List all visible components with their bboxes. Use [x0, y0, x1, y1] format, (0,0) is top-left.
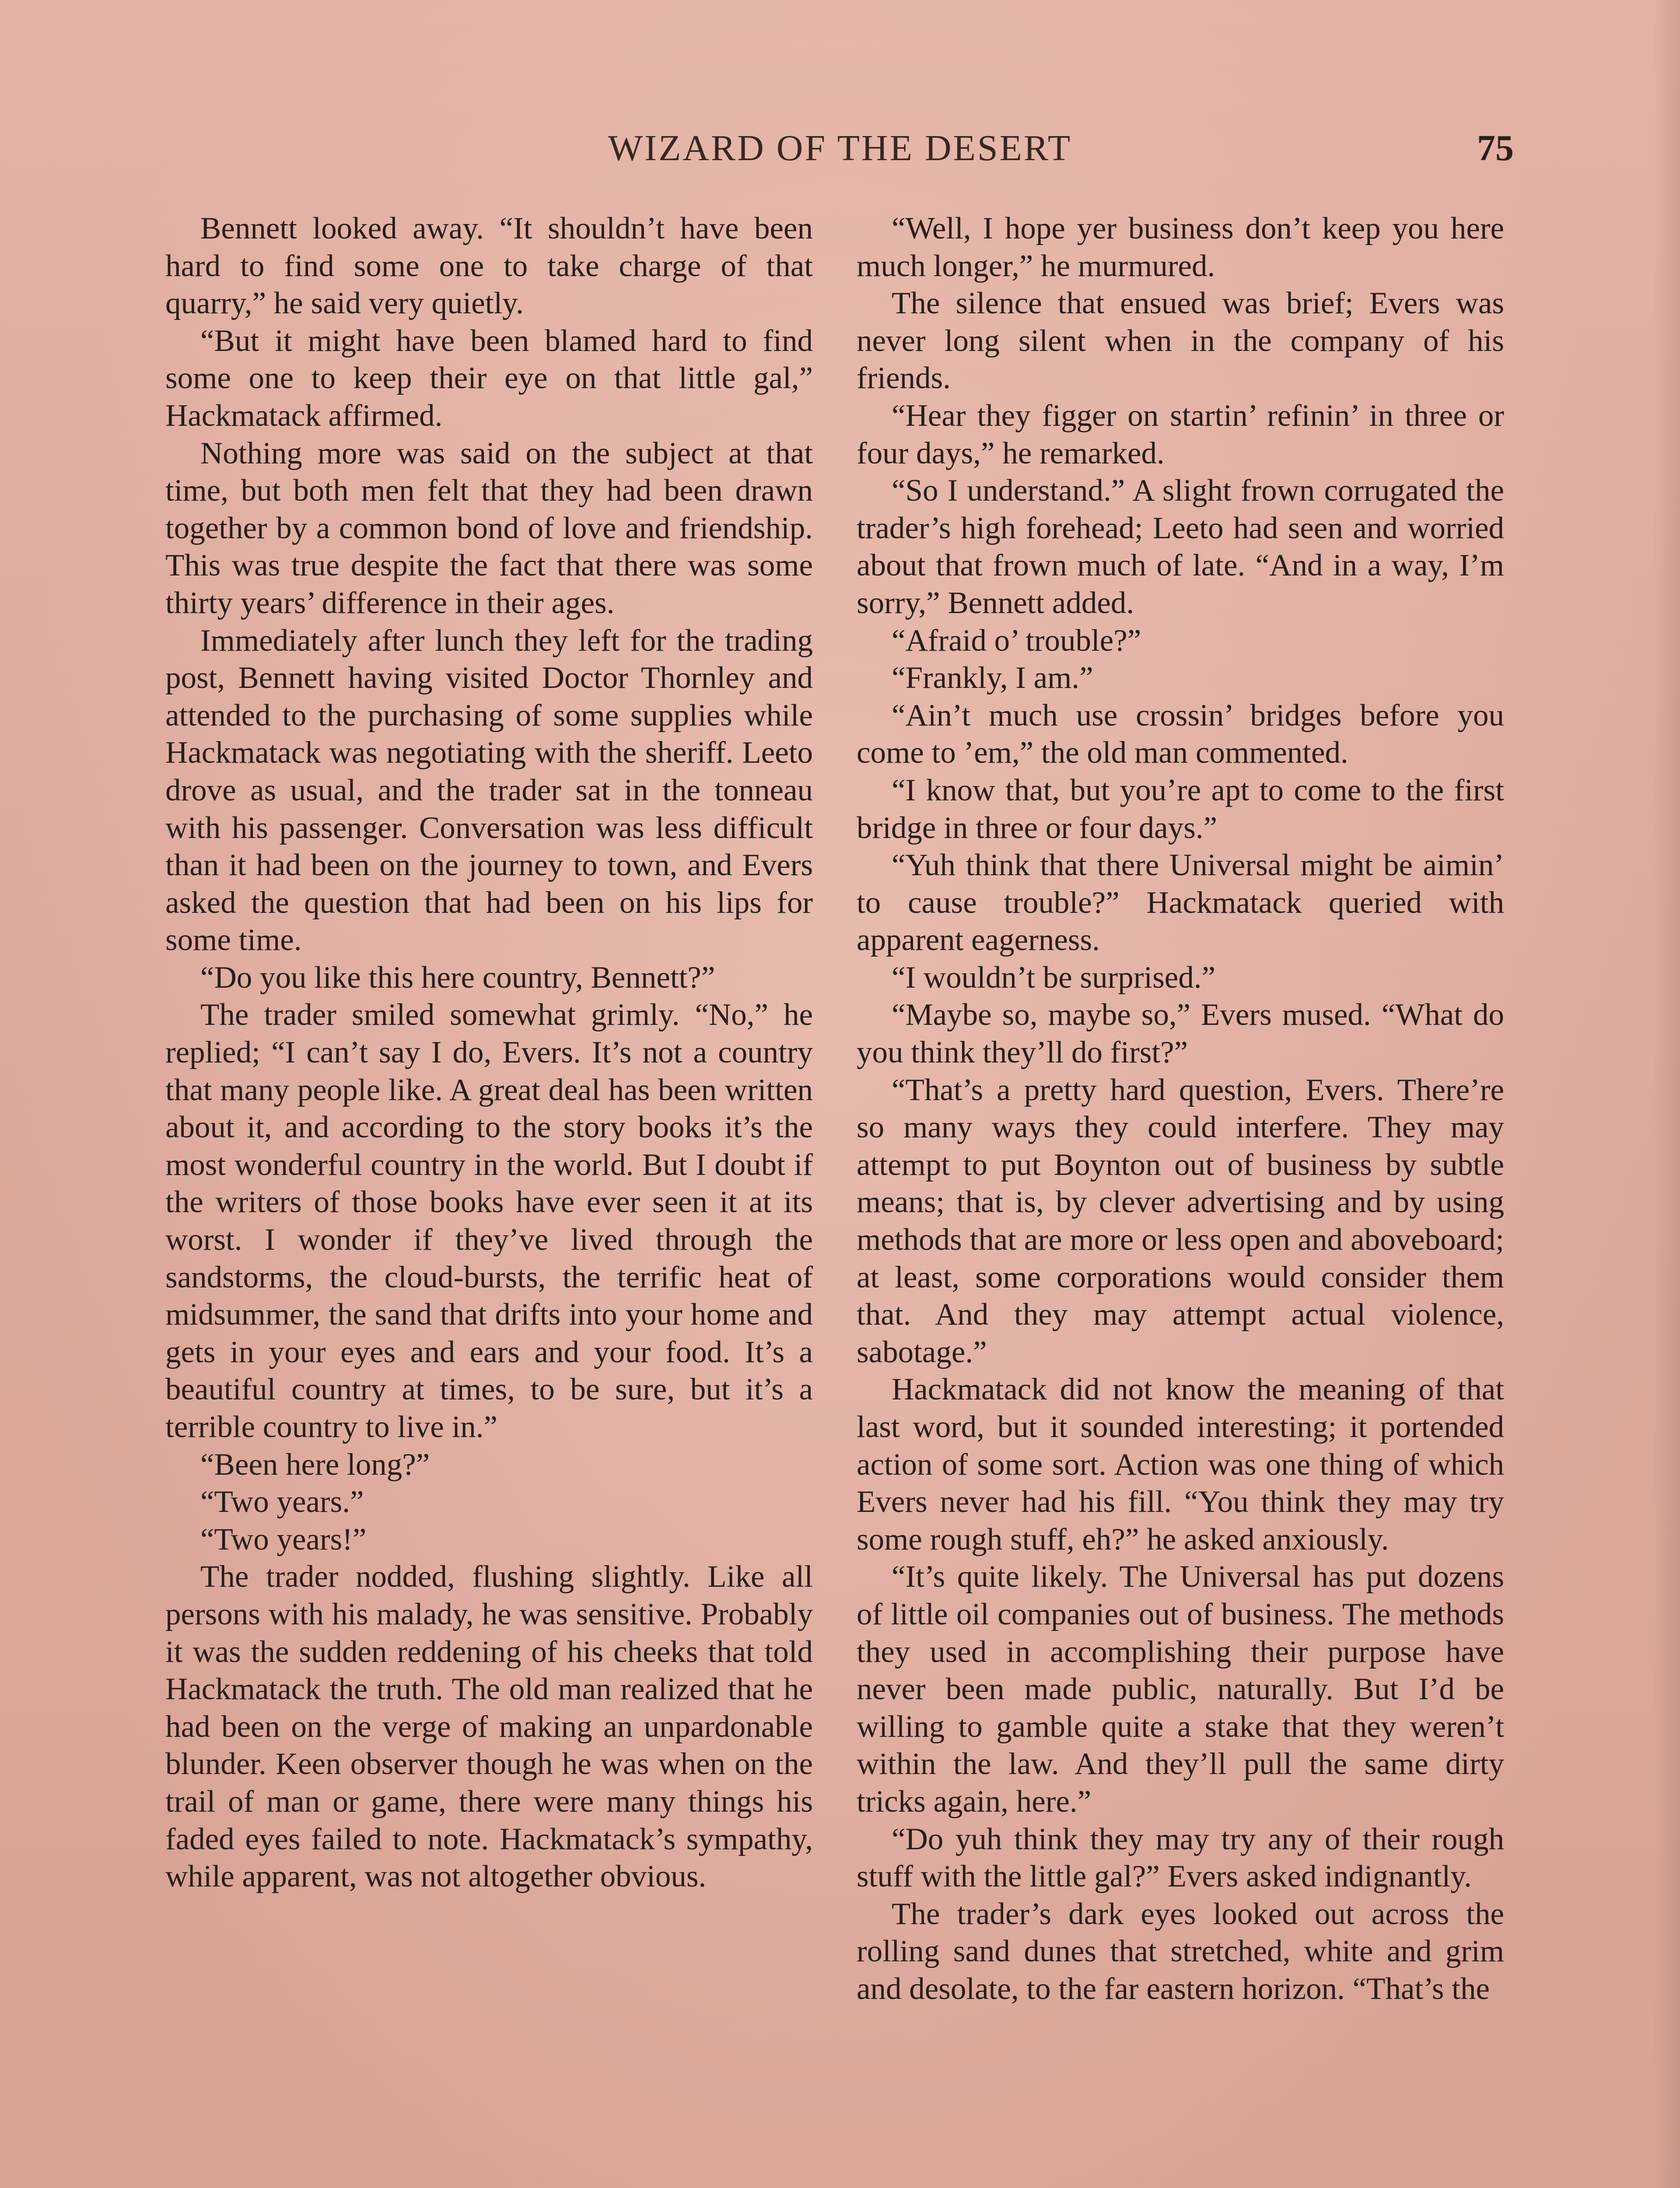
paragraph: “Well, I hope yer business don’t keep you here much longer,” he murmured.: [857, 211, 1504, 283]
paragraph: The trader smiled somewhat grimly. “No,” he replied; “I can’t say I do, Evers. It’s not a country that many people like. A great deal has been written about it, and according to the story books it’s the most wonderful country in the world. But I doubt if the writers of those books have ever seen it at its worst. I wonder if they’ve lived through the sandstorms, the cloud-bursts, the terrific heat of midsummer, the sand that drifts into your home and gets in your eyes and ears and your food. It’s a beautiful country at times, to be sure, but it’s a terrible country to live in.”: [165, 998, 813, 1444]
left-column: [165, 210, 813, 1896]
right-column: [857, 210, 1504, 2008]
page-number: 75: [1477, 128, 1514, 168]
paragraph: “Afraid o’ trouble?”: [892, 623, 1141, 658]
paragraph: “Do yuh think they may try any of their rough stuff with the little gal?” Evers asked indignantly.: [857, 1822, 1504, 1894]
paragraph: “Do you like this here country, Bennett?”: [200, 960, 715, 995]
paragraph: “That’s a pretty hard question, Evers. There’re so many ways they could interfere. They may attempt to put Boynton out of business by subtle means; that is, by clever advertising and by using methods that are more or less open and aboveboard; at least, some corporations would consider them that. And they may attempt actual violence, sabotage.”: [857, 1073, 1504, 1369]
paragraph: “But it might have been blamed hard to find some one to keep their eye on that little gal,” Hackmatack affirmed.: [165, 323, 813, 433]
paragraph: “Maybe so, maybe so,” Evers mused. “What do you think they’ll do first?”: [857, 998, 1504, 1070]
paragraph: Immediately after lunch they left for the trading post, Bennett having visited Doctor Thornley and attended to the purchasing of some supplies while Hackmatack was negotiating with the sheriff. Leeto drove as usual, and the trader sat in the tonneau with his passenger. Conversation was less difficult than it had been on the journey to town, and Evers asked the question that had been on his lips for some time.: [165, 623, 813, 957]
paragraph: “I wouldn’t be surprised.”: [892, 960, 1216, 995]
paragraph: “Frankly, I am.”: [892, 661, 1093, 695]
paragraph: “Been here long?”: [200, 1447, 430, 1482]
paragraph: “Two years!”: [200, 1522, 367, 1557]
paragraph: Hackmatack did not know the meaning of that last word, but it sounded interesting; it portended action of some sort. Action was one thing of which Evers never had his fill. “You think they may try some rough stuff, eh?” he asked anxiously.: [857, 1372, 1504, 1557]
paragraph: The trader’s dark eyes looked out across the rolling sand dunes that stretched, white and grim and desolate, to the far eastern horizon. “That’s the: [857, 1897, 1504, 2006]
paragraph: The trader nodded, flushing slightly. Like all persons with his malady, he was sensitive. Probably it was the sudden reddening of his cheeks that told Hackmatack the truth. The old man realized that he had been on the verge of making an unpardonable blunder. Keen observer though he was when on the trail of man or game, there were many things his faded eyes failed to note. Hackmatack’s sympathy, while apparent, was not altogether obvious.: [165, 1560, 813, 1894]
page-edge-shadow: [1654, 0, 1680, 2188]
running-title: WIZARD OF THE DESERT: [608, 128, 1072, 168]
paragraph: “Ain’t much use crossin’ bridges before you come to ’em,” the old man commented.: [857, 698, 1504, 770]
paragraph: Bennett looked away. “It shouldn’t have been hard to find some one to take charge of that quarry,” he said very quietly.: [165, 211, 813, 321]
paragraph: “Hear they figger on startin’ refinin’ in three or four days,” he remarked.: [857, 398, 1504, 470]
paragraph: “I know that, but you’re apt to come to the first bridge in three or four days.”: [857, 773, 1504, 845]
paragraph: “It’s quite likely. The Universal has put dozens of little oil companies out of business. The methods they used in accomplishing their purpose have never been made public, naturally. But I’d be willing to gamble quite a stake that they weren’t within the law. And they’ll pull the same dirty tricks again, here.”: [857, 1560, 1504, 1819]
paragraph: “Yuh think that there Universal might be aimin’ to cause trouble?” Hackmatack queried with apparent eagerness.: [857, 848, 1504, 957]
paragraph: “Two years.”: [200, 1485, 364, 1519]
paragraph: Nothing more was said on the subject at that time, but both men felt that they had been drawn together by a common bond of love and friendship. This was true despite the fact that there was some thirty years’ difference in their ages.: [165, 436, 813, 620]
paragraph: “So I understand.” A slight frown corrugated the trader’s high forehead; Leeto had seen and worried about that frown much of late. “And in a way, I’m sorry,” Bennett added.: [857, 473, 1504, 620]
paragraph: The silence that ensued was brief; Evers was never long silent when in the company of his friends.: [857, 286, 1504, 396]
